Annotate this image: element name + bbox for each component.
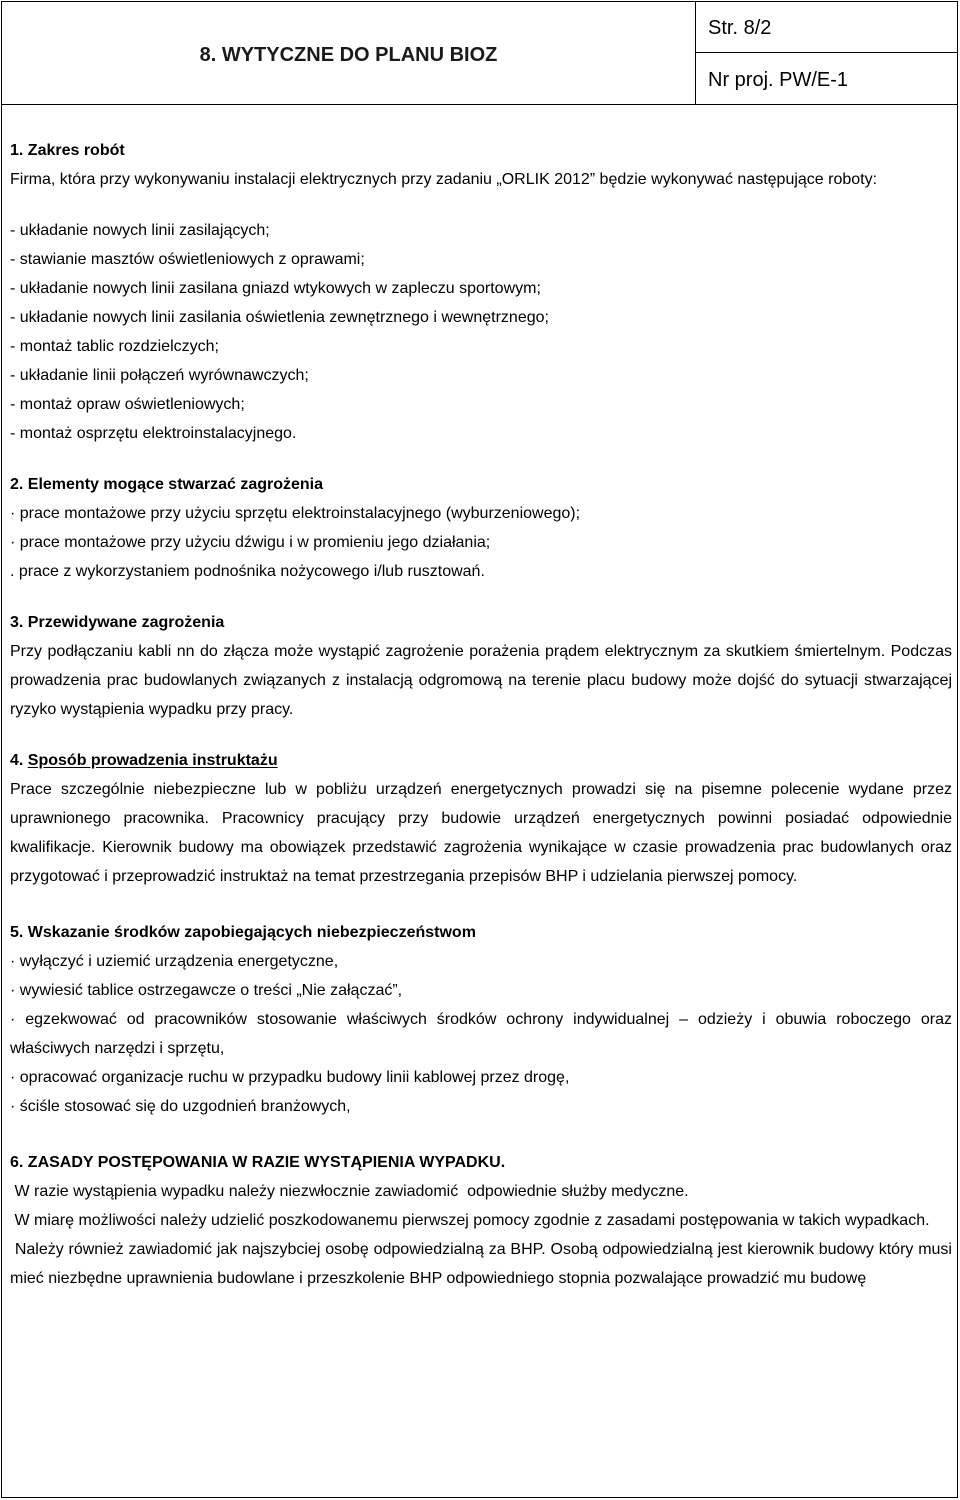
list-item: - montaż tablic rozdzielczych; [10,338,219,355]
section-5-heading: 5. Wskazanie środków zapobiegających niebezpieczeństwom [10,924,476,941]
document-body [10,136,957,1293]
paragraph: Należy również zawiadomić jak najszybciej osobę odpowiedzialną za BHP. Osobą odpowiedzialną jest kierownik budowy który musi mieć niezbędne uprawnienia budowlane i przeszkolenie BHP odpowiedniego stopnia pozwalające prowadzić mu budowę [10,1241,957,1287]
list-item: · prace montażowe przy użyciu dźwigu i w promieniu jego działania; [10,534,491,551]
list-item: - układanie nowych linii zasilania oświetlenia zewnętrznego i wewnętrznego; [10,309,549,326]
section-4-heading: 4. Sposób prowadzenia instruktażu [10,752,278,769]
list-item: . prace z wykorzystaniem podnośnika nożycowego i/lub rusztowań. [10,563,485,580]
list-item: · egzekwować od pracowników stosowanie właściwych środków ochrony indywidualnej – odzieży i obuwia roboczego oraz właściwych narzędzi i sprzętu, [10,1011,952,1057]
section-2-heading: 2. Elementy mogące stwarzać zagrożenia [10,476,324,493]
document-header-title: 8. WYTYCZNE DO PLANU BIOZ [2,2,696,104]
list-item: · wyłączyć i uziemić urządzenia energetyczne, [10,953,339,970]
section-3-heading: 3. Przewidywane zagrożenia [10,614,225,631]
list-item: · ściśle stosować się do uzgodnień branżowych, [10,1098,351,1115]
paragraph: W razie wystąpienia wypadku należy niezwłocznie zawiadomić odpowiednie służby medyczne. [10,1183,689,1200]
section-1-heading: 1. Zakres robót [10,142,125,159]
list-item: · prace montażowe przy użyciu sprzętu elektroinstalacyjnego (wyburzeniowego); [10,505,581,522]
list-item: · wywiesić tablice ostrzegawcze o treści „Nie załączać”, [10,982,403,999]
paragraph: W miarę możliwości należy udzielić poszkodowanemu pierwszej pomocy zgodnie z zasadami postępowania w takich wypadkach. [10,1212,930,1229]
project-number: Nr proj. PW/E-1 [708,69,849,91]
list-item: · opracować organizacje ruchu w przypadku budowy linii kablowej przez drogę, [10,1069,570,1086]
list-item: - montaż opraw oświetleniowych; [10,396,245,413]
list-item: - stawianie masztów oświetleniowych z oprawami; [10,251,365,268]
section-4-text: Prace szczególnie niebezpieczne lub w pobliżu urządzeń energetycznych prowadzi się na pisemne polecenie wydane przez uprawnionego pracownika. Pracownicy pracujący przy budowie urządzeń energetycznych powinni posiadać odpowiednie kwalifikacje. Kierownik budowy ma obowiązek przedstawić zagrożenia wynikające w czasie prowadzenia prac budowlanych oraz przygotować i przeprowadzić instruktaż na temat przestrzegania przepisów BHP i udzielania pierwszej pomocy. [10,781,952,885]
section-1-intro: Firma, która przy wykonywaniu instalacji elektrycznych przy zadaniu „ORLIK 2012” będzie wykonywać następujące roboty: [10,171,878,188]
list-item: - układanie nowych linii zasilających; [10,222,270,239]
list-item: - układanie linii połączeń wyrównawczych; [10,367,309,384]
section-6-heading: 6. ZASADY POSTĘPOWANIA W RAZIE WYSTĄPIENIA WYPADKU. [10,1154,506,1171]
header-divider [2,104,957,105]
list-item: - montaż osprzętu elektroinstalacyjnego. [10,425,297,442]
section-3-text: Przy podłączaniu kabli nn do złącza może wystąpić zagrożenie porażenia prądem elektrycznym za skutkiem śmiertelnym. Podczas prowadzenia prac budowlanych związanych z instalacją odgromową na terenie placu budowy może dojść do sytuacji stwarzającej ryzyko wystąpienia wypadku przy pracy. [10,643,952,718]
list-item: - układanie nowych linii zasilana gniazd wtykowych w zapleczu sportowym; [10,280,541,297]
page-number: Str. 8/2 [696,2,957,53]
